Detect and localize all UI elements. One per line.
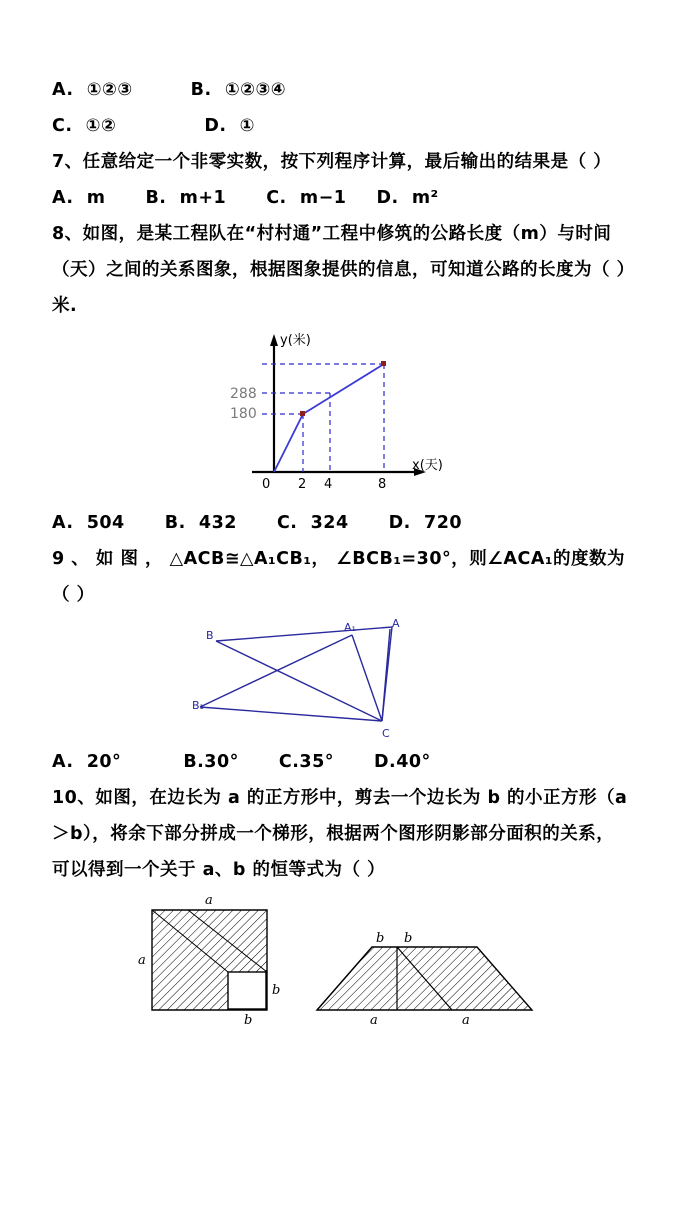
q9-label-C: C	[382, 727, 390, 740]
q9-option-c: C.35°	[278, 752, 335, 772]
q9-option-d: D.40°	[374, 752, 431, 772]
q9-text	[52, 541, 632, 613]
q7-option-a: A. m	[52, 188, 106, 208]
q6-option-c: C. ①②	[52, 116, 117, 136]
q8-x-tick-2: 2	[298, 477, 307, 492]
q9-option-a: A. 20°	[52, 752, 122, 772]
q8-option-a: A. 504	[52, 513, 125, 533]
q9-text-part2: △ACB≅△A₁CB₁，	[169, 549, 330, 569]
q8-option-b: B. 432	[164, 513, 237, 533]
q8-text: 8、如图，是某工程队在“村村通”工程中修筑的公路长度（m）与时间（天）之间的关系图象，根据图象提供的信息，可知道公路的长度为（ ）米.	[52, 224, 626, 316]
q8-y-axis-label: y(米)	[280, 333, 311, 348]
q9-text-part1: 9 、 如 图 ，	[52, 549, 164, 569]
q8-x-tick-8: 8	[378, 477, 387, 492]
q6-options-row-1	[52, 72, 632, 108]
q10-text: 10、如图，在边长为 a 的正方形中，剪去一个边长为 b 的小正方形（a＞b），将余下部分拼成一个梯形，根据两个图形阴影部分面积的关系，可以得到一个关于 a、b 的恒等式为（ ）	[52, 788, 628, 880]
q8-x-axis-label: x(天)	[412, 458, 443, 473]
document-content	[52, 72, 632, 1029]
q9-option-b: B.30°	[183, 752, 239, 772]
q9-label-A1: A₁	[344, 621, 356, 634]
q8-origin-label: 0	[262, 477, 271, 492]
q7-options-row	[52, 180, 632, 216]
q9-label-A: A	[392, 617, 400, 630]
q10-trap-label-a-2: a	[462, 1013, 470, 1027]
q7-text: 7、任意给定一个非零实数，按下列程序计算，最后输出的结果是（ ）	[52, 152, 612, 172]
q8-x-tick-4: 4	[324, 477, 333, 492]
q9-label-B1: B₁	[192, 699, 204, 712]
q9-figure-wrap	[52, 617, 632, 742]
q8-figure-wrap	[52, 328, 632, 503]
q9-triangle-figure	[192, 617, 492, 742]
q8-line-graph	[212, 328, 472, 503]
q10-trap-label-b-2: b	[404, 931, 413, 946]
q8-y-tick-180: 180	[230, 406, 257, 422]
q7-option-d: D. m²	[376, 188, 439, 208]
q10-trap-label-a-1: a	[370, 1013, 378, 1027]
q6-option-a: A. ①②③	[52, 80, 133, 100]
q8-option-d: D. 720	[388, 513, 463, 533]
q7-option-c: C. m−1	[266, 188, 347, 208]
q9-options-row	[52, 744, 632, 780]
q6-option-d: D. ①	[204, 116, 255, 136]
q10-square-label-b-bottom: b	[244, 1013, 253, 1027]
q10-square-label-a-left: a	[138, 953, 146, 968]
q8-options-row	[52, 505, 632, 541]
q10-trap-label-b-1: b	[376, 931, 385, 946]
q9-label-B: B	[206, 629, 214, 642]
q10-square-trapezoid-figure	[132, 892, 552, 1027]
q10-figure-wrap	[52, 892, 632, 1027]
q7-option-b: B. m+1	[145, 188, 227, 208]
q6-option-b: B. ①②③④	[190, 80, 287, 100]
q10-square-label-b-right: b	[272, 983, 281, 998]
q9-text-part3: ∠BCB₁=30°，则∠ACA₁的度数为（ ）	[52, 549, 626, 605]
q8-y-tick-288: 288	[230, 386, 257, 402]
q10-square-label-a-top: a	[205, 893, 213, 908]
q6-options-row-2	[52, 108, 632, 144]
q8-option-c: C. 324	[276, 513, 349, 533]
